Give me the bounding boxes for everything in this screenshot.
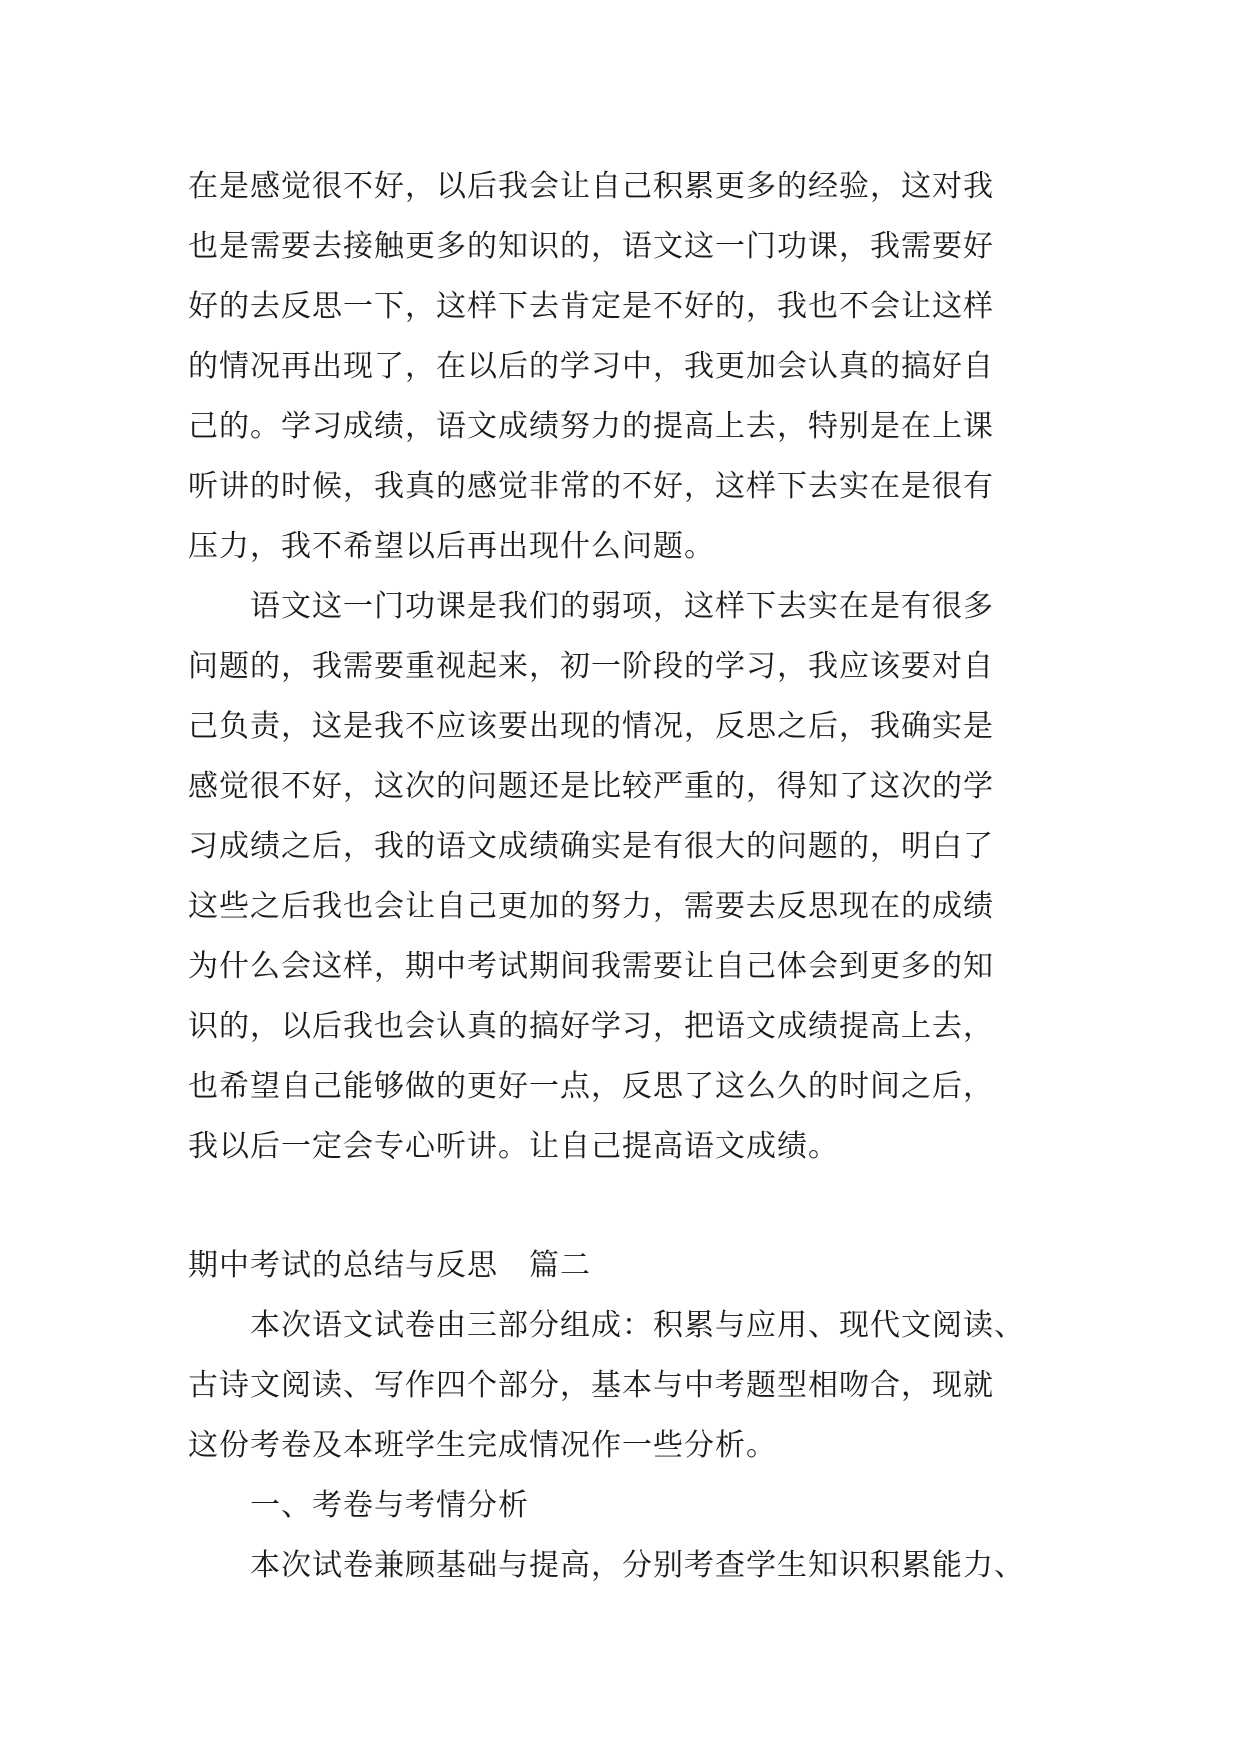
text-line: 识的，以后我也会认真的搞好学习，把语文成绩提高上去， <box>188 1009 994 1044</box>
text-line: 感觉很不好，这次的问题还是比较严重的，得知了这次的学 <box>188 769 994 804</box>
document-body <box>188 157 1068 1596</box>
text-line: 我以后一定会专心听讲。让自己提高语文成绩。 <box>188 1129 839 1164</box>
text-line: 好的去反思一下，这样下去肯定是不好的，我也不会让这样 <box>188 289 994 324</box>
text-line: 的情况再出现了，在以后的学习中，我更加会认真的搞好自 <box>188 349 994 384</box>
text-line: 也是需要去接触更多的知识的，语文这一门功课，我需要好 <box>188 229 994 264</box>
text-line: 听讲的时候，我真的感觉非常的不好，这样下去实在是很有 <box>188 469 994 504</box>
text-line: 本次语文试卷由三部分组成：积累与应用、现代文阅读、 <box>188 1308 1025 1343</box>
subsection-heading: 一、考卷与考情分析 <box>188 1488 529 1523</box>
text-line: 古诗文阅读、写作四个部分，基本与中考题型相吻合，现就 <box>188 1368 994 1403</box>
text-line: 这些之后我也会让自己更加的努力，需要去反思现在的成绩 <box>188 889 994 924</box>
section-title: 期中考试的总结与反思 篇二 <box>188 1248 591 1283</box>
text-line: 这份考卷及本班学生完成情况作一些分析。 <box>188 1428 777 1463</box>
text-line: 己负责，这是我不应该要出现的情况，反思之后，我确实是 <box>188 709 994 744</box>
text-line: 也希望自己能够做的更好一点，反思了这么久的时间之后， <box>188 1069 994 1104</box>
text-line: 压力，我不希望以后再出现什么问题。 <box>188 529 715 564</box>
text-line: 问题的，我需要重视起来，初一阶段的学习，我应该要对自 <box>188 649 994 684</box>
text-line: 在是感觉很不好，以后我会让自己积累更多的经验，这对我 <box>188 169 994 204</box>
text-line: 本次试卷兼顾基础与提高，分别考查学生知识积累能力、 <box>188 1548 1025 1583</box>
text-line: 己的。学习成绩，语文成绩努力的提高上去，特别是在上课 <box>188 409 994 444</box>
text-line: 为什么会这样，期中考试期间我需要让自己体会到更多的知 <box>188 949 994 984</box>
paragraph-gap <box>188 1177 1068 1236</box>
text-line: 习成绩之后，我的语文成绩确实是有很大的问题的，明白了 <box>188 829 994 864</box>
text-line: 语文这一门功课是我们的弱项，这样下去实在是有很多 <box>188 589 994 624</box>
